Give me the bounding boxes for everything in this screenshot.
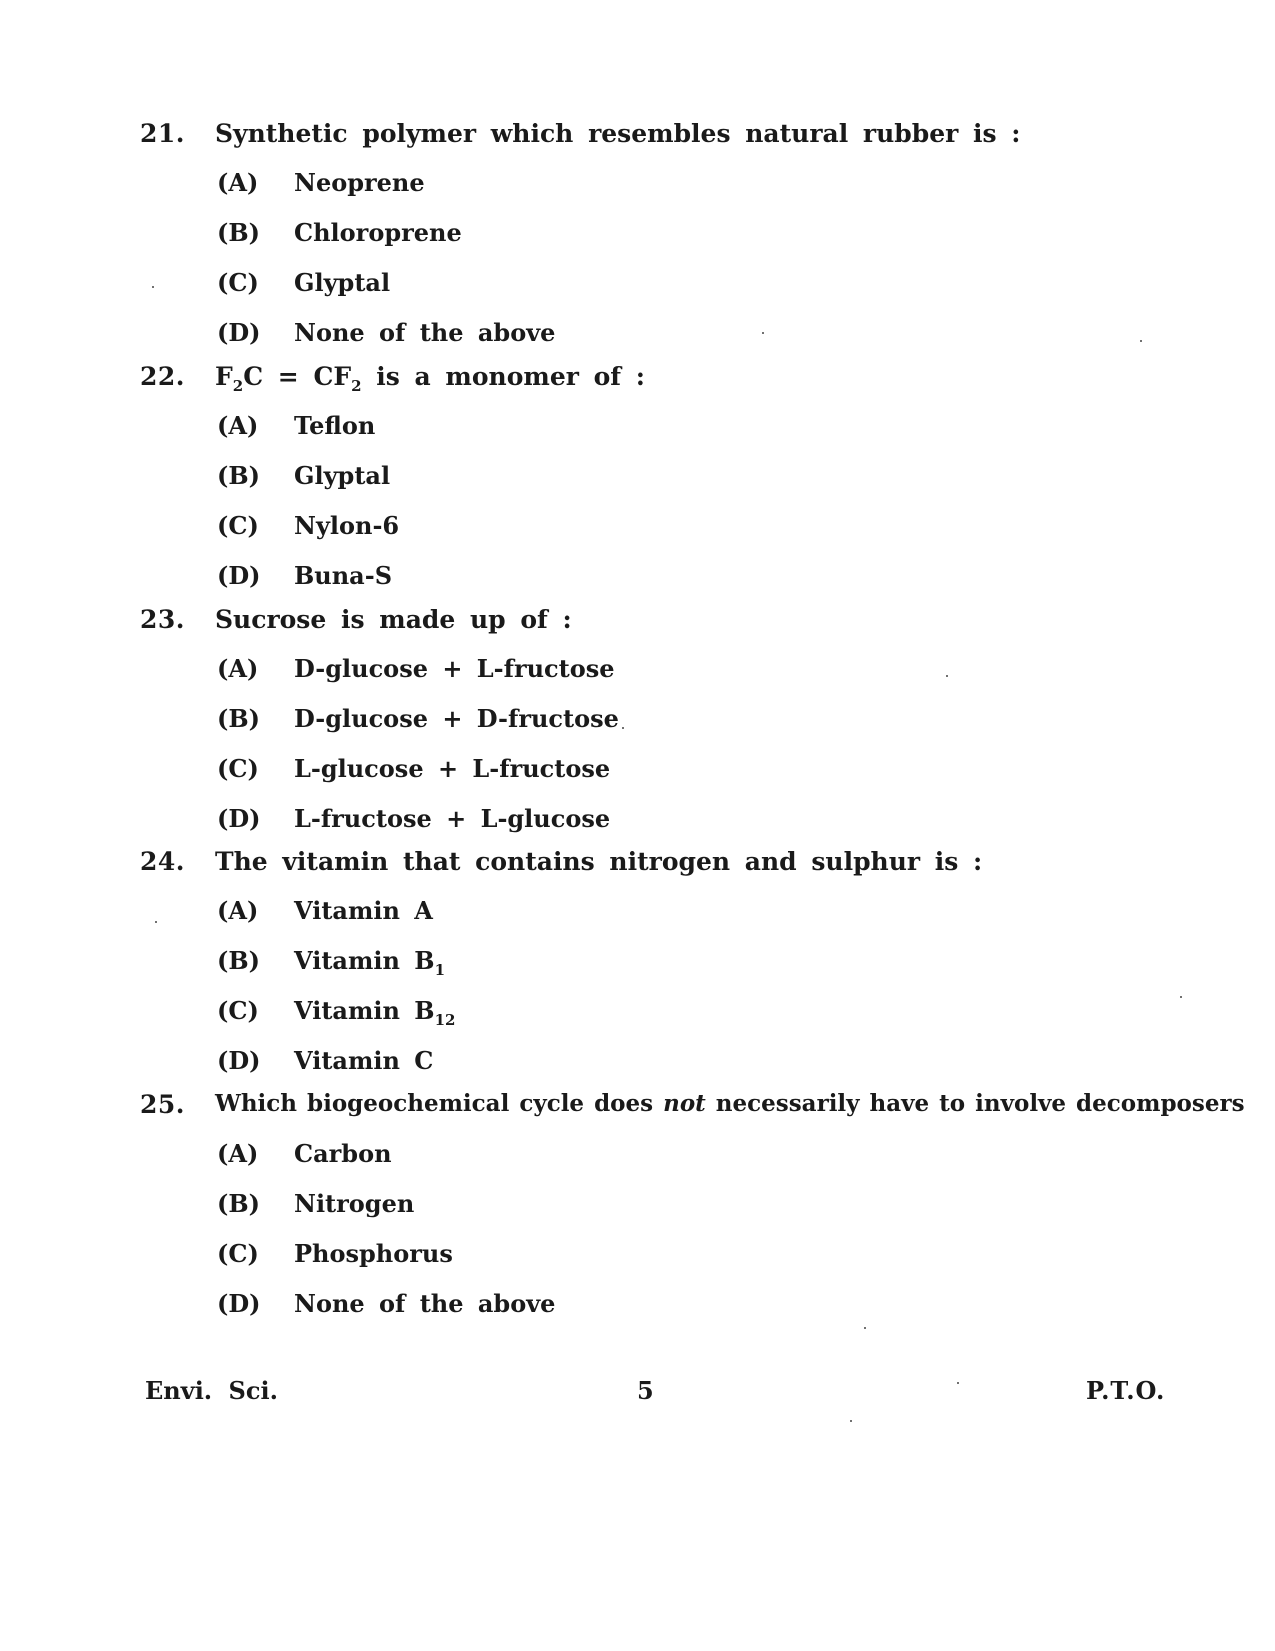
- option-text: L-fructose + L-glucose: [294, 804, 611, 833]
- option-label: (C): [217, 1239, 259, 1268]
- question-text: Synthetic polymer which resembles natural rubber is :: [215, 119, 1021, 148]
- option-text: Nylon-6: [294, 511, 400, 540]
- option-c: [0, 754, 1275, 804]
- option-c: [0, 996, 1275, 1046]
- option-label: (C): [217, 754, 259, 783]
- option-label: (D): [217, 1289, 261, 1318]
- question-text: Sucrose is made up of :: [215, 605, 572, 634]
- question-text: The vitamin that contains nitrogen and sulphur is :: [215, 847, 983, 876]
- option-text: Neoprene: [294, 168, 425, 197]
- option-d: [0, 561, 1275, 611]
- option-text: Vitamin A: [294, 896, 433, 925]
- option-c: [0, 511, 1275, 561]
- option-text: D-glucose + D-fructose: [294, 704, 619, 733]
- option-text: None of the above: [294, 1289, 556, 1318]
- scan-speck: [152, 286, 154, 288]
- option-label: (B): [217, 1189, 260, 1218]
- option-d: [0, 318, 1275, 368]
- option-label: (D): [217, 1046, 261, 1075]
- option-a: [0, 1139, 1275, 1189]
- option-label: (C): [217, 511, 259, 540]
- option-label: (B): [217, 218, 260, 247]
- option-a: [0, 411, 1275, 461]
- option-label: (B): [217, 704, 260, 733]
- question-number: 25.: [140, 1090, 185, 1119]
- option-text: Chloroprene: [294, 218, 462, 247]
- option-b: [0, 461, 1275, 511]
- option-text: Vitamin $B_{12}$: [294, 996, 456, 1029]
- option-label: (D): [217, 804, 261, 833]
- scan-speck: [864, 1327, 866, 1329]
- option-text: Teflon: [294, 411, 376, 440]
- question-21: [0, 119, 1275, 368]
- question-number: 23.: [140, 605, 185, 634]
- question-number: 21.: [140, 119, 185, 148]
- option-b: [0, 946, 1275, 996]
- option-a: [0, 654, 1275, 704]
- question-text: Which biogeochemical cycle does not necessarily have to involve decomposers: [215, 1090, 1245, 1117]
- continue-note: P.T.O.: [1086, 1376, 1166, 1405]
- option-text: Vitamin $B_1$: [294, 946, 445, 979]
- option-text: Buna-S: [294, 561, 393, 590]
- option-text: None of the above: [294, 318, 556, 347]
- option-label: (A): [217, 411, 259, 440]
- scan-speck: [622, 727, 624, 729]
- option-c: [0, 1239, 1275, 1289]
- option-d: [0, 1046, 1275, 1096]
- question-number: 24.: [140, 847, 185, 876]
- option-label: (B): [217, 946, 260, 975]
- scan-speck: [957, 1382, 959, 1384]
- scan-speck: [155, 921, 157, 923]
- scan-speck: [762, 332, 764, 334]
- scan-speck: [1140, 340, 1142, 342]
- option-text: L-glucose + L-fructose: [294, 754, 611, 783]
- option-text: Carbon: [294, 1139, 392, 1168]
- footer-subject: Envi. Sci.: [145, 1376, 278, 1405]
- option-b: [0, 218, 1275, 268]
- option-b: [0, 1189, 1275, 1239]
- option-label: (B): [217, 461, 260, 490]
- page-number: 5: [637, 1376, 654, 1405]
- option-text: Nitrogen: [294, 1189, 415, 1218]
- option-a: [0, 896, 1275, 946]
- option-a: [0, 168, 1275, 218]
- option-label: (A): [217, 896, 259, 925]
- question-23: [0, 605, 1275, 854]
- option-b: [0, 704, 1275, 754]
- scan-speck: [1180, 996, 1182, 998]
- option-label: (A): [217, 1139, 259, 1168]
- option-text: Phosphorus: [294, 1239, 453, 1268]
- option-text: Vitamin C: [294, 1046, 434, 1075]
- question-text: $F_2C = CF_2$ is a monomer of :: [215, 362, 645, 395]
- question-25: [0, 1090, 1275, 1339]
- option-label: (C): [217, 996, 259, 1025]
- question-24: [0, 847, 1275, 1096]
- option-text: Glyptal: [294, 461, 391, 490]
- scan-speck: [850, 1420, 852, 1422]
- question-22: [0, 362, 1275, 611]
- option-text: Glyptal: [294, 268, 391, 297]
- option-label: (A): [217, 654, 259, 683]
- question-number: 22.: [140, 362, 185, 391]
- option-label: (C): [217, 268, 259, 297]
- option-d: [0, 1289, 1275, 1339]
- option-label: (D): [217, 318, 261, 347]
- option-c: [0, 268, 1275, 318]
- option-label: (D): [217, 561, 261, 590]
- scan-speck: [946, 675, 948, 677]
- option-label: (A): [217, 168, 259, 197]
- option-text: D-glucose + L-fructose: [294, 654, 615, 683]
